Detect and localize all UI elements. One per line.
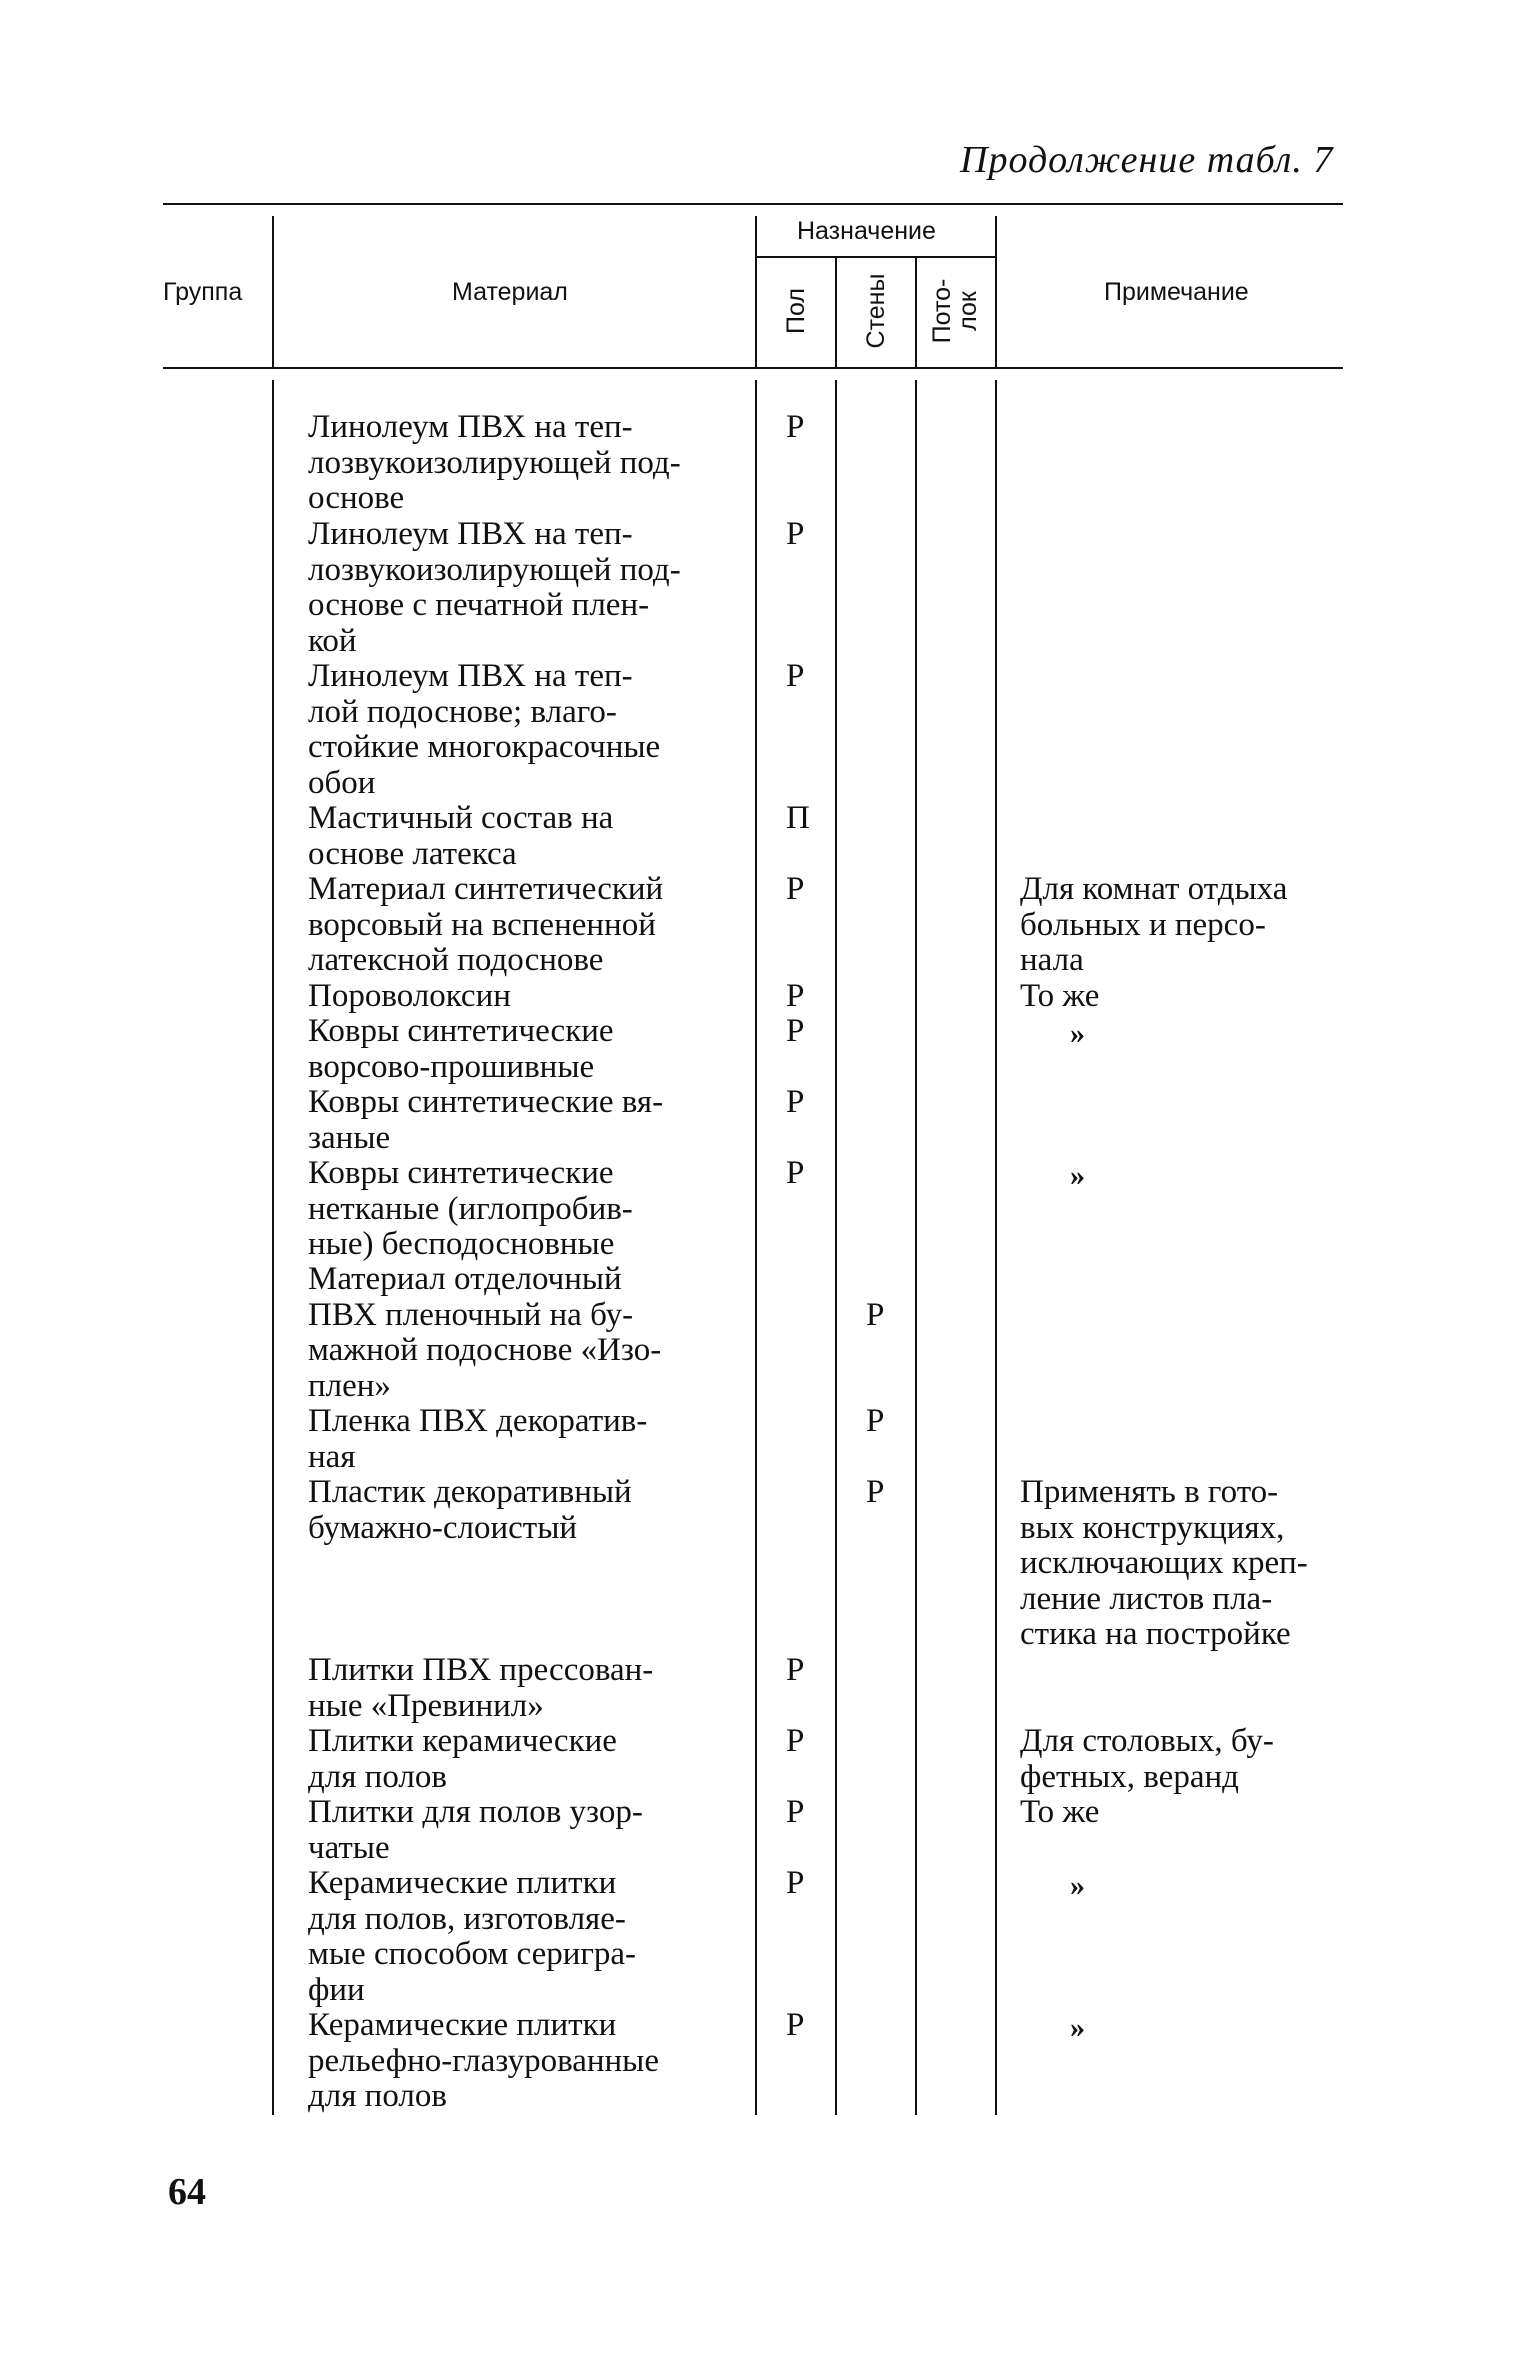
- material-cell: Плитки ПВХ прессован- ные «Превинил»: [308, 1652, 654, 1724]
- header-divider-material: [755, 216, 757, 367]
- header-note: Примечание: [1104, 278, 1249, 306]
- header-ceiling: Пото- лок: [928, 278, 982, 344]
- note-cell: То же: [1020, 978, 1100, 1014]
- floor-cell: Р: [786, 409, 805, 445]
- note-cell: Для столовых, бу- фетных, веранд: [1020, 1723, 1274, 1795]
- floor-cell: Р: [786, 978, 805, 1014]
- material-cell: Керамические плитки рельефно-глазурованные для полов: [308, 2007, 659, 2114]
- walls-cell: Р: [866, 1474, 885, 1510]
- material-cell: Керамические плитки для полов, изготовляе- мые способом серигра- фии: [308, 1865, 637, 2008]
- material-cell: Линолеум ПВХ на теп- лой подоснове; влаго- стойкие многокрасочные обои: [308, 658, 661, 801]
- material-cell: Пленка ПВХ декоратив- ная: [308, 1403, 648, 1475]
- body-divider-walls: [915, 380, 917, 2115]
- material-cell: Ковры синтетические нетканые (иглопробив- ные) бесподосновные: [308, 1155, 633, 1262]
- material-cell: Пороволоксин: [308, 978, 511, 1014]
- note-cell: То же: [1020, 1794, 1100, 1830]
- table-top-rule: [163, 203, 1343, 205]
- header-group: Группа: [163, 278, 243, 306]
- floor-cell: Р: [786, 658, 805, 694]
- material-cell: Пластик декоративный бумажно-слоистый: [308, 1474, 632, 1546]
- purpose-subheader-rule: [755, 256, 995, 258]
- floor-cell: Р: [786, 1652, 805, 1688]
- header-divider-group: [272, 216, 274, 367]
- note-cell: »: [1070, 2011, 1085, 2044]
- floor-cell: Р: [786, 2007, 805, 2043]
- material-cell: Линолеум ПВХ на теп- лозвукоизолирующей под- основе с печатной плен- кой: [308, 516, 681, 659]
- floor-cell: Р: [786, 1084, 805, 1120]
- page-number: 64: [168, 2171, 206, 2213]
- material-cell: Линолеум ПВХ на теп- лозвукоизолирующей под- основе: [308, 409, 681, 516]
- walls-cell: Р: [866, 1297, 885, 1333]
- material-cell: Материал синтетический ворсовый на вспененной латексной подоснове: [308, 871, 664, 978]
- material-cell: Ковры синтетические вя- заные: [308, 1084, 664, 1156]
- note-cell: »: [1070, 1869, 1085, 1902]
- floor-cell: Р: [786, 871, 805, 907]
- body-divider-floor: [835, 380, 837, 2115]
- body-divider-material: [755, 380, 757, 2115]
- header-material: Материал: [452, 278, 568, 306]
- header-divider-ceiling: [995, 216, 997, 367]
- material-cell: Ковры синтетические ворсово-прошивные: [308, 1013, 614, 1085]
- table-caption: Продолжение табл. 7: [960, 139, 1334, 181]
- floor-cell: Р: [786, 516, 805, 552]
- material-cell: Плитки керамические для полов: [308, 1723, 617, 1795]
- header-purpose: Назначение: [797, 217, 936, 245]
- note-cell: Применять в гото- вых конструкциях, исключающих креп- ление листов пла- стика на постройке: [1020, 1474, 1308, 1652]
- header-floor: Пол: [782, 288, 810, 334]
- material-cell: Мастичный состав на основе латекса: [308, 800, 614, 872]
- floor-cell: Р: [786, 1794, 805, 1830]
- header-divider-floor: [835, 256, 837, 367]
- floor-cell: Р: [786, 1723, 805, 1759]
- floor-cell: Р: [786, 1865, 805, 1901]
- header-bottom-rule: [163, 367, 1343, 369]
- note-cell: Для комнат отдыха больных и персо- нала: [1020, 871, 1288, 978]
- floor-cell: П: [786, 800, 810, 836]
- material-cell: Плитки для полов узор- чатые: [308, 1794, 643, 1866]
- note-cell: »: [1070, 1159, 1085, 1192]
- header-walls: Стены: [862, 273, 890, 349]
- material-cell: Материал отделочный ПВХ пленочный на бу- мажной подоснове «Изо- плен»: [308, 1261, 662, 1404]
- note-cell: »: [1070, 1017, 1085, 1050]
- floor-cell: Р: [786, 1013, 805, 1049]
- body-divider-ceiling: [995, 380, 997, 2115]
- body-divider-group: [272, 380, 274, 2115]
- header-divider-walls: [915, 256, 917, 367]
- walls-cell: Р: [866, 1403, 885, 1439]
- floor-cell: Р: [786, 1155, 805, 1191]
